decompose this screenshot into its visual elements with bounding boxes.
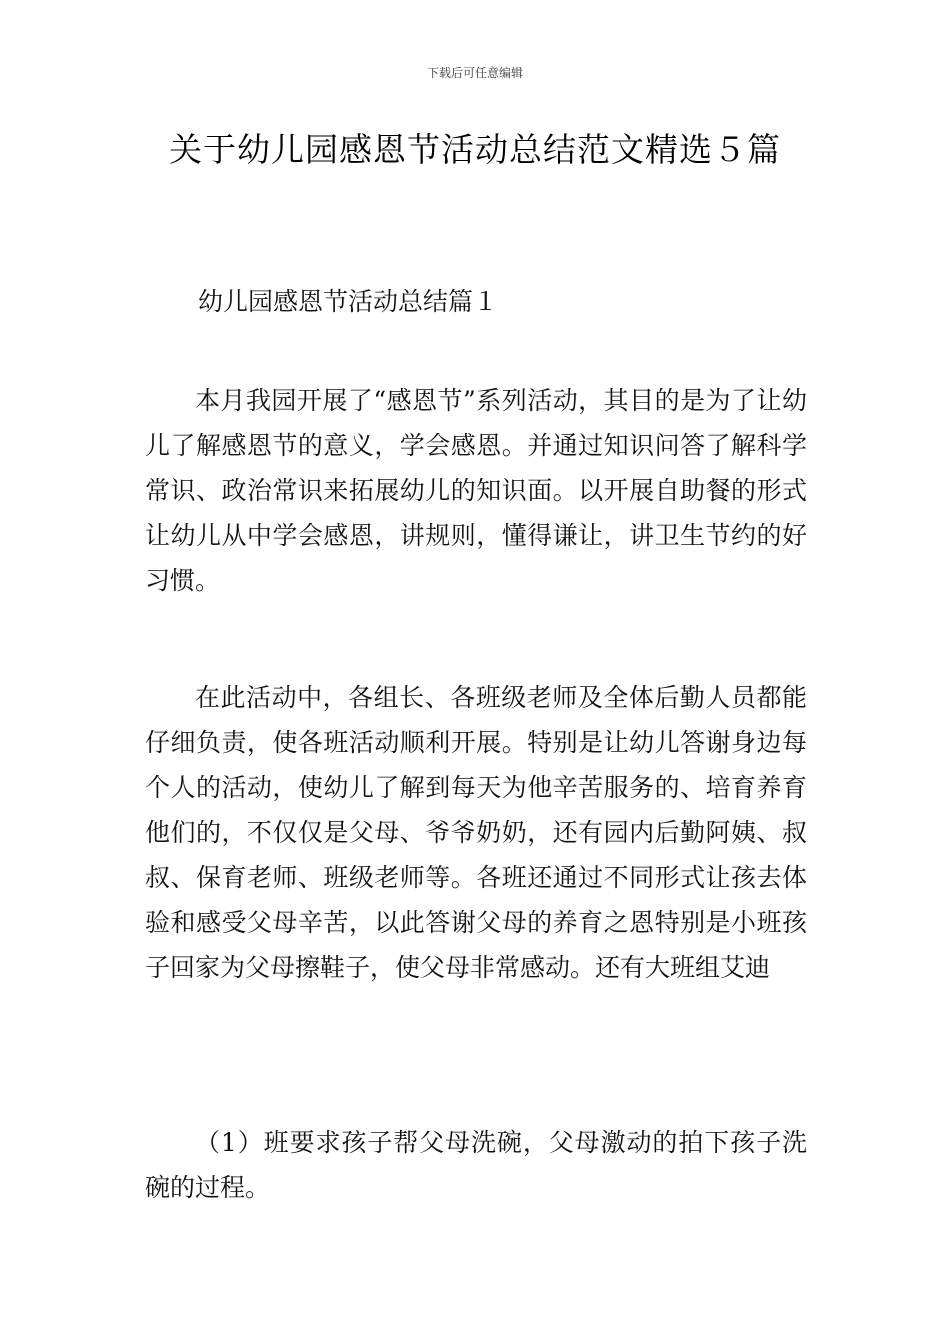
body-paragraph-1: 本月我园开展了“感恩节”系列活动，其目的是为了让幼儿了解感恩节的意义，学会感恩。并通过知识问答了解科学常识、政治常识来拓展幼儿的知识面。以开展自助餐的形式让幼儿从中学会感恩，讲规则，懂得谦让，讲卫生节约的好习惯。 <box>145 386 807 595</box>
body-paragraph-3: （1）班要求孩子帮父母洗碗，父母激动的拍下孩子洗碗的过程。 <box>145 1128 807 1202</box>
header-note: 下载后可任意编辑 <box>426 66 523 80</box>
section-heading: 幼儿园感恩节活动总结篇１ <box>198 287 499 316</box>
document-title: 关于幼儿园感恩节活动总结范文精选５篇 <box>169 130 781 169</box>
body-paragraph-2: 在此活动中，各组长、各班级老师及全体后勤人员都能仔细负责，使各班活动顺利开展。特别是让幼儿答谢身边每个人的活动，使幼儿了解到每天为他辛苦服务的、培育养育他们的，不仅仅是父母、爷爷奶奶，还有园内后勤阿姨、叔叔、保育老师、班级老师等。各班还通过不同形式让孩去体验和感受父母辛苦，以此答谢父母的养育之恩特别是小班孩子回家为父母擦鞋子，使父母非常感动。还有大班组艾迪 <box>145 683 807 982</box>
